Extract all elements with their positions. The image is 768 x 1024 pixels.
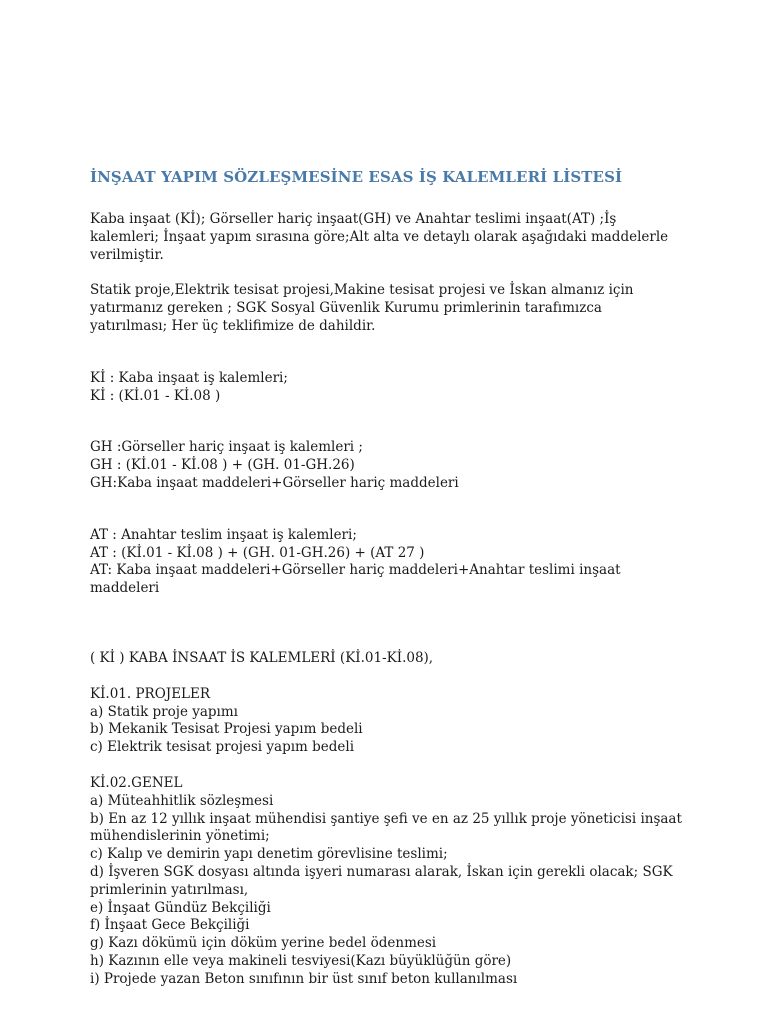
intro-paragraph — [90, 211, 690, 264]
list-item: mühendislerinin yönetimi; — [90, 828, 270, 845]
ki-definition-line: Kİ : (Kİ.01 - Kİ.08 ) — [90, 387, 221, 404]
scope-line: Statik proje,Elektrik tesisat projesi,Makine tesisat projesi ve İskan almanız için — [90, 282, 634, 299]
list-item: c) Kalıp ve demirin yapı denetim görevlisine teslimi; — [90, 846, 448, 863]
list-item: primlerinin yatırılması, — [90, 881, 249, 898]
gh-definition — [90, 439, 690, 492]
scope-paragraph — [90, 282, 690, 335]
section-heading: ( Kİ ) KABA İNSAAT İS KALEMLERİ (Kİ.01-Kİ.08), — [90, 649, 434, 666]
section-heading-block — [90, 650, 690, 668]
intro-line: verilmiştir. — [90, 246, 164, 263]
scope-line: yatırmanız gereken ; SGK Sosyal Güvenlik Kurumu primlerinin tarafımızca — [90, 300, 602, 317]
genel-section — [90, 775, 690, 989]
at-definition-line: AT : Anahtar teslim inşaat iş kalemleri; — [90, 526, 357, 543]
list-item: f) İnşaat Gece Bekçiliği — [90, 917, 250, 934]
scope-line: yatırılması; Her üç teklifimize de dahildir. — [90, 317, 376, 334]
at-definition-line: AT: Kaba inşaat maddeleri+Görseller hariç maddeleri+Anahtar teslimi inşaat — [90, 562, 621, 579]
list-item: h) Kazının elle veya makineli tesviyesi(Kazı büyüklüğün göre) — [90, 952, 512, 969]
projeler-section — [90, 686, 690, 757]
at-definition — [90, 527, 690, 598]
intro-line: kalemleri; İnşaat yapım sırasına göre;Alt alta ve detaylı olarak aşağıdaki maddelerle — [90, 228, 669, 245]
list-item: b) En az 12 yıllık inşaat mühendisi şantiye şefi ve en az 25 yıllık proje yöneticisi inşaat — [90, 810, 682, 827]
intro-line: Kaba inşaat (Kİ); Görseller hariç inşaat(GH) ve Anahtar teslimi inşaat(AT) ;İş — [90, 211, 617, 227]
list-item: g) Kazı dökümü için döküm yerine bedel ödenmesi — [90, 935, 437, 952]
list-item: i) Projede yazan Beton sınıfının bir üst sınıf beton kullanılması — [90, 970, 518, 987]
list-item: a) Müteahhitlik sözleşmesi — [90, 792, 274, 809]
gh-definition-line: GH:Kaba inşaat maddeleri+Görseller hariç maddeleri — [90, 474, 459, 491]
ki-definition-line: Kİ : Kaba inşaat iş kalemleri; — [90, 369, 288, 386]
at-definition-line: AT : (Kİ.01 - Kİ.08 ) + (GH. 01-GH.26) + (AT 27 ) — [90, 544, 425, 561]
genel-heading: Kİ.02.GENEL — [90, 774, 183, 791]
list-item: b) Mekanik Tesisat Projesi yapım bedeli — [90, 721, 363, 738]
ki-definition — [90, 370, 690, 406]
at-definition-line: maddeleri — [90, 580, 160, 597]
list-item: c) Elektrik tesisat projesi yapım bedeli — [90, 739, 355, 756]
projeler-heading: Kİ.01. PROJELER — [90, 685, 211, 702]
document-page — [90, 167, 690, 989]
list-item: d) İşveren SGK dosyası altında işyeri numarası alarak, İskan için gerekli olacak; SGK — [90, 863, 673, 880]
list-item: a) Statik proje yapımı — [90, 703, 238, 720]
gh-definition-line: GH : (Kİ.01 - Kİ.08 ) + (GH. 01-GH.26) — [90, 457, 355, 474]
document-title: İNŞAAT YAPIM SÖZLEŞMESİNE ESAS İŞ KALEMLERİ LİSTESİ — [90, 168, 623, 186]
list-item: e) İnşaat Gündüz Bekçiliği — [90, 899, 271, 916]
gh-definition-line: GH :Görseller hariç inşaat iş kalemleri ; — [90, 439, 363, 456]
